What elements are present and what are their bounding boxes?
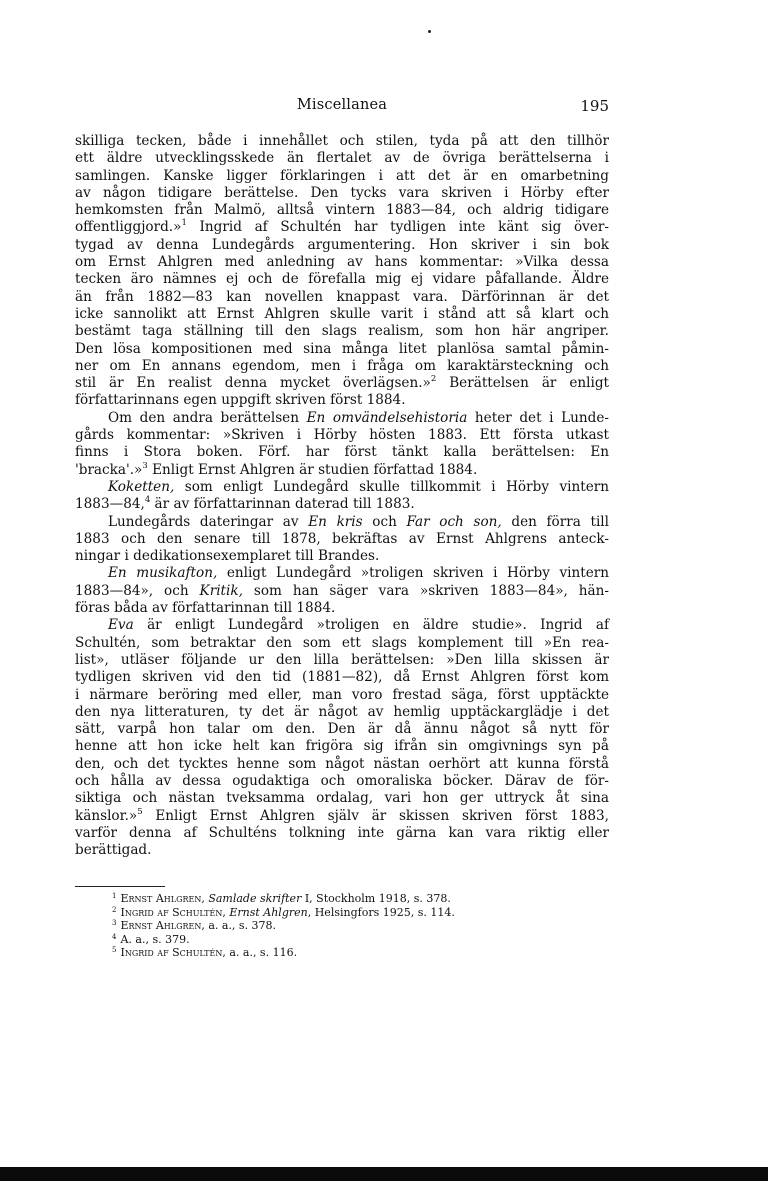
text-segment: Berättelsen är enligt — [436, 375, 609, 392]
text-line: henne att hon icke helt kan frigöra sig ifrån sin omgivnings syn på — [75, 738, 609, 755]
page-number: 195 — [580, 97, 609, 115]
footnote — [112, 946, 609, 960]
footnote-text: I, Stockholm 1918, s. 378. — [301, 892, 451, 905]
italic-title: Eva — [108, 617, 134, 634]
footnote-ref: 1 — [112, 892, 117, 900]
italic-title: Kritik, — [199, 582, 243, 599]
footnote-ref: 3 — [112, 919, 117, 928]
text-line: i närmare beröring med eller, man voro frestad säga, först upptäckte — [75, 686, 609, 703]
text-line: finns i Stora boken. Förf. har först tänkt kalla berättelsen: En — [75, 444, 609, 461]
italic-title: En omvändelsehistoria — [306, 409, 468, 426]
author-name: Ernst Ahlgren — [120, 919, 202, 933]
footnote-ref: 3 — [142, 460, 148, 471]
text-line: ner om En annans egendom, men i fråga om karaktärsteckning och — [75, 357, 609, 374]
text-line: siktiga och nästan tveksamma ordalag, vari hon ger uttryck åt sina — [75, 790, 609, 807]
text-segment: Enligt Ernst Ahlgren själv är skissen skriven först 1883, — [142, 807, 609, 824]
running-header — [75, 97, 609, 119]
text-line — [75, 462, 609, 479]
footnote-ref: 5 — [137, 806, 143, 817]
text-segment: som han säger vara »skriven 1883—84», hän- — [242, 582, 609, 599]
text-segment: är enligt Lundegård »troligen en äldre studie». Ingrid af — [133, 617, 609, 634]
header-title: Miscellanea — [296, 97, 388, 113]
footnote — [112, 919, 609, 933]
text-line — [75, 375, 609, 392]
footnote-ref: 5 — [112, 946, 117, 955]
text-line: Den lösa kompositionen med sina många litet planlösa samtal påmin- — [75, 340, 609, 357]
text-segment: som enligt Lundegård skulle tillkommit i Hörby vintern — [174, 478, 609, 495]
text-line: tygad av denna Lundegårds argumentering. Hon skriver i sin bok — [75, 236, 609, 253]
text-line — [75, 496, 609, 513]
scan-edge-bar — [0, 1167, 768, 1181]
text-line: icke sannolikt att Ernst Ahlgren skulle varit i stånd att så klart och — [75, 305, 609, 322]
footnote-text: , — [201, 892, 209, 905]
text-segment: heter det i Lunde- — [467, 409, 610, 426]
text-line: varför denna af Schulténs tolkning inte gärna kan vara riktig eller — [75, 824, 609, 841]
text-segment: är av författarinnan daterad till 1883. — [150, 496, 415, 513]
text-line: om Ernst Ahlgren med anledning av hans kommentar: »Vilka dessa — [75, 254, 609, 271]
text-line — [75, 565, 609, 582]
text-segment: stil är En realist denna mycket överlägsen.» — [75, 375, 431, 392]
text-line — [75, 617, 609, 634]
text-segment: Om den andra berättelsen — [108, 409, 307, 426]
footnote-ref: 4 — [144, 495, 151, 506]
text-segment: offentliggjord.» — [75, 219, 182, 236]
italic-title: Samlade skrifter — [208, 892, 302, 905]
text-segment: och — [362, 513, 407, 530]
text-line: hemkomsten från Malmö, alltså vintern 1883—84, och aldrig tidigare — [75, 202, 609, 219]
author-name: Ingrid af Schultén — [120, 946, 223, 960]
text-line: gårds kommentar: »Skriven i Hörby hösten 1883. Ett första utkast — [75, 427, 609, 444]
footnote-ref: 1 — [181, 218, 187, 229]
text-line: författarinnans egen uppgift skriven först 1884. — [75, 392, 406, 409]
text-line: den nya litteraturen, ty det är något av hemlig upptäckarglädje i det — [75, 703, 609, 720]
text-line: sätt, varpå hon talar om den. Den är då ännu något så nytt för — [75, 721, 609, 738]
text-line: bestämt taga ställning till den slags realism, som hon här angriper. — [75, 323, 609, 340]
text-line — [75, 219, 609, 236]
text-line: skilliga tecken, både i innehållet och stilen, tyda på att den tillhör — [75, 133, 609, 149]
text-line: 1883 och den senare till 1878, bekräftas av Ernst Ahlgrens anteck- — [75, 530, 609, 547]
text-segment: enligt Lundegård »troligen skriven i Hörby vintern — [217, 565, 609, 582]
text-line: Schultén, som betraktar den som ett slags komplement till »En rea- — [75, 634, 609, 651]
footnote-text: , — [222, 905, 230, 919]
text-line: tecken äro nämnes ej och de förefalla mig ej vidare påfallande. Äldre — [75, 271, 609, 288]
text-line — [75, 479, 609, 496]
footnote-rule — [75, 886, 165, 887]
text-line: ningar i dedikationsexemplaret till Brandes. — [75, 548, 380, 565]
text-line — [75, 583, 609, 600]
body-text — [75, 133, 609, 859]
text-segment: Ingrid af Schultén har tydligen inte känt sig över- — [186, 219, 609, 236]
footnote-text: , a. a., s. 378. — [201, 919, 277, 933]
text-segment: Enligt Ernst Ahlgren är studien författad 1884. — [147, 461, 478, 478]
text-line: av någon tidigare berättelse. Den tycks vara skriven i Hörby efter — [75, 184, 609, 201]
italic-title: Far och son, — [406, 513, 502, 530]
text-line: berättigad. — [75, 842, 152, 859]
text-segment: den förra till — [501, 513, 610, 530]
footnotes — [112, 892, 609, 960]
italic-title: Koketten, — [108, 478, 175, 495]
text-line — [75, 514, 609, 531]
text-line: föras båda av författarinnan till 1884. — [75, 600, 336, 617]
text-segment: 1883—84, — [75, 496, 145, 513]
text-line: samlingen. Kanske ligger förklaringen i att det är en omarbetning — [75, 167, 609, 184]
text-segment: Lundegårds dateringar av — [108, 513, 309, 530]
scan-speck — [428, 30, 431, 33]
footnote-ref: 2 — [430, 374, 437, 385]
text-line — [75, 410, 609, 427]
text-line — [75, 808, 609, 825]
footnote-ref: 2 — [112, 905, 117, 914]
text-line: tydligen skriven vid den tid (1881—82), då Ernst Ahlgren först kom — [75, 669, 609, 686]
text-segment: 'bracka'.» — [75, 461, 143, 478]
footnote — [112, 906, 609, 920]
text-segment: 1883—84», och — [75, 582, 200, 599]
footnote-text: A. a., s. 379. — [120, 932, 190, 946]
text-line: än från 1882—83 kan novellen knappast vara. Därförinnan är det — [75, 288, 609, 305]
text-line: den, och det tycktes henne som något nästan oerhört att kunna förstå — [75, 755, 609, 772]
footnote-ref: 4 — [112, 932, 117, 941]
text-segment: känslor.» — [75, 807, 138, 824]
footnote — [112, 933, 609, 947]
text-line: ett äldre utvecklingsskede än flertalet av de övriga berättelserna i — [75, 150, 609, 167]
footnote — [112, 892, 609, 906]
italic-title: En kris — [308, 513, 363, 530]
footnote-text: , a. a., s. 116. — [222, 946, 298, 960]
author-name: Ernst Ahlgren — [120, 892, 202, 905]
text-line: list», utläser följande ur den lilla berättelsen: »Den lilla skissen är — [75, 651, 609, 668]
italic-title: En musikafton, — [108, 565, 218, 582]
footnote-text: , Helsingfors 1925, s. 114. — [307, 905, 455, 919]
author-name: Ingrid af Schultén — [120, 905, 223, 919]
italic-title: Ernst Ahlgren — [229, 905, 308, 919]
text-line: och hålla av dessa ogudaktiga och omoraliska böcker. Därav de för- — [75, 772, 609, 789]
